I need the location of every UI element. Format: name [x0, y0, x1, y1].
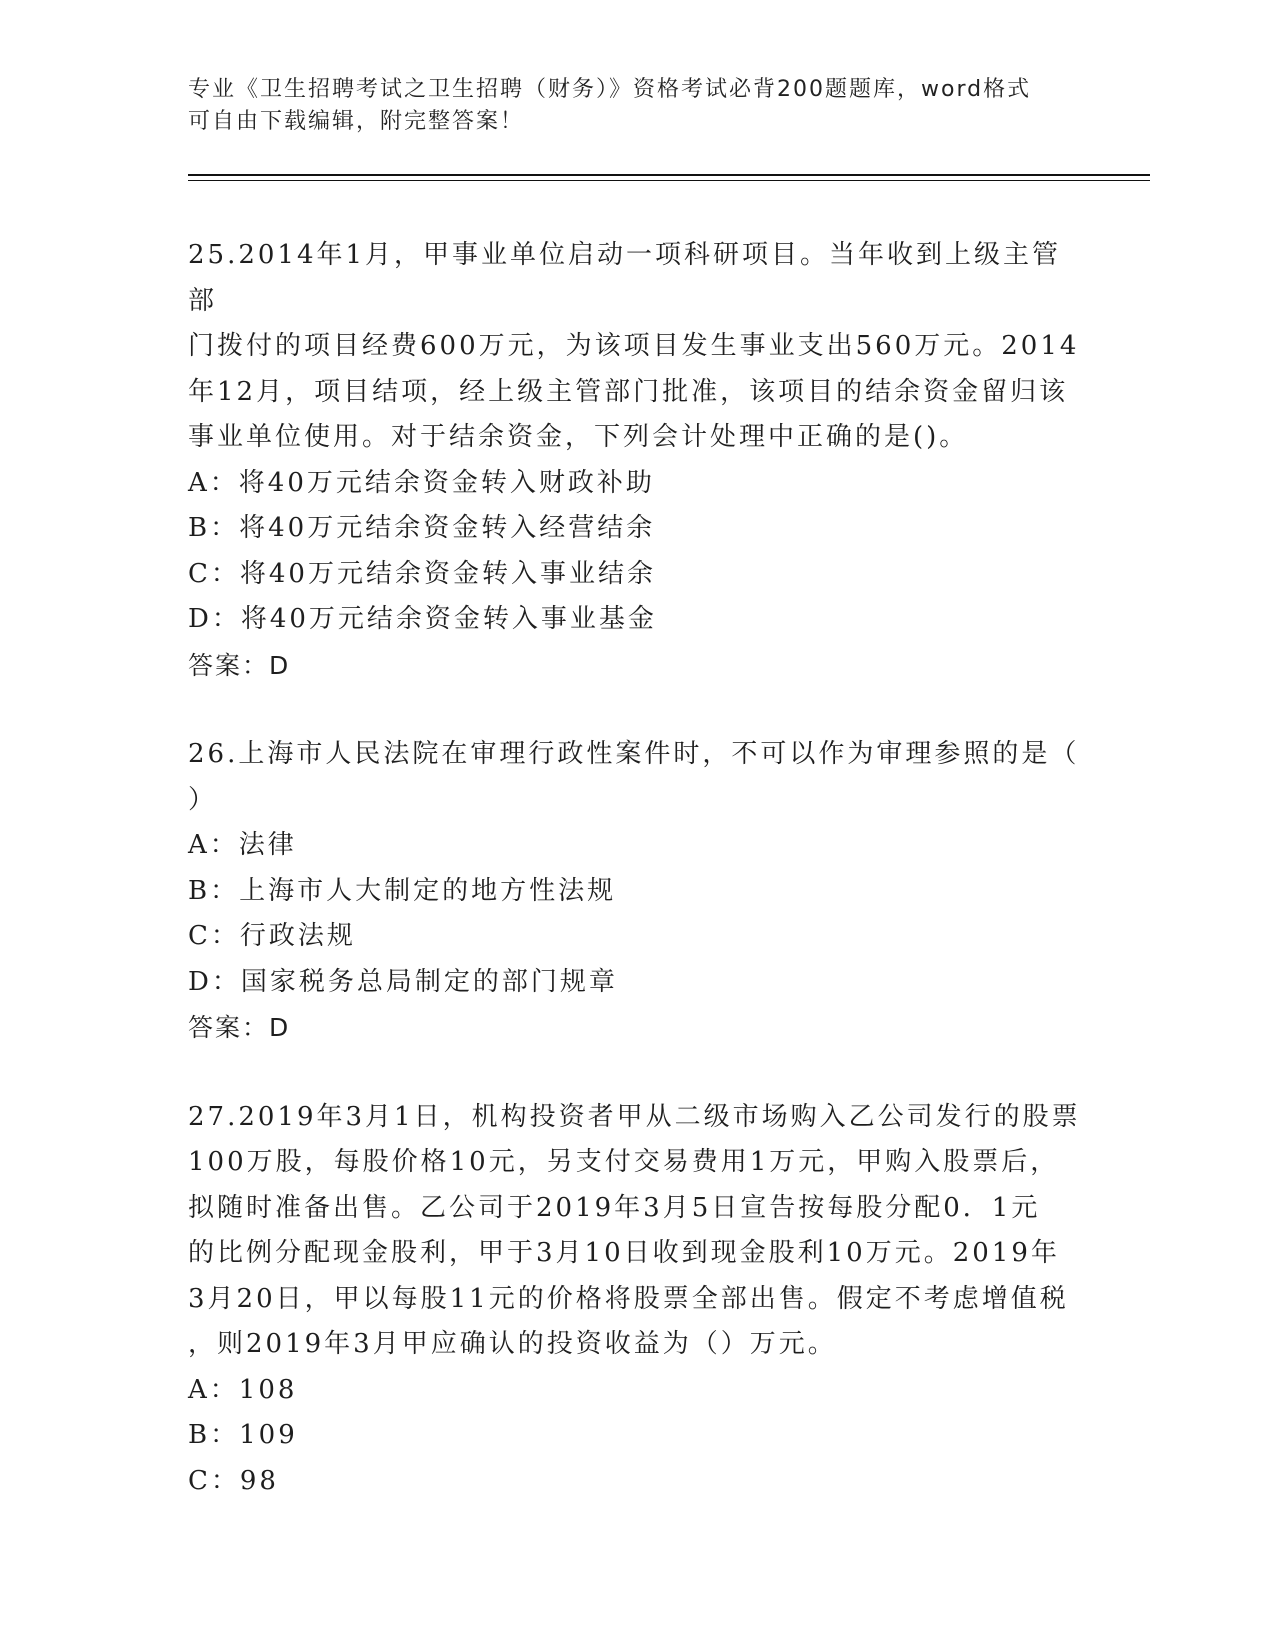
- question-stem-line: 26.上海市人民法院在审理行政性案件时，不可以作为审理参照的是（: [188, 739, 1080, 769]
- option-a: A：108: [188, 1374, 298, 1405]
- document-header: [188, 74, 1068, 138]
- question-stem-line: 25.2014年1月，甲事业单位启动一项科研项目。当年收到上级主管部: [188, 240, 1062, 316]
- option-a: A：法律: [188, 830, 297, 860]
- header-divider-thick: [188, 174, 1150, 176]
- option-c: C：98: [188, 1465, 279, 1496]
- header-title-line-1: 专业《卫生招聘考试之卫生招聘（财务）》资格考试必背200题题库，word格式: [188, 77, 1032, 102]
- question-stem-line: 年12月，项目结项，经上级主管部门批准，该项目的结余资金留归该: [188, 376, 1069, 407]
- option-c: C：将40万元结余资金转入事业结余: [188, 558, 656, 589]
- question-list: [188, 233, 1088, 1548]
- header-title-line-2: 可自由下载编辑，附完整答案！: [188, 109, 525, 134]
- question-stem-line: 27.2019年3月1日，机构投资者甲从二级市场购入乙公司发行的股票: [188, 1101, 1081, 1132]
- question-stem-line: 100万股，每股价格10元，另支付交易费用1万元，甲购入股票后，: [188, 1147, 1060, 1177]
- option-c: C：行政法规: [188, 921, 356, 951]
- option-a: A：将40万元结余资金转入财政补助: [188, 467, 655, 498]
- option-b: B：上海市人大制定的地方性法规: [188, 875, 617, 906]
- option-d: D：国家税务总局制定的部门规章: [188, 966, 618, 997]
- question-stem-line: 事业单位使用。对于结余资金，下列会计处理中正确的是()。: [188, 422, 969, 452]
- question-stem-line: 拟随时准备出售。乙公司于2019年3月5日宣告按每股分配0．1元: [188, 1192, 1041, 1223]
- option-b: B：109: [188, 1420, 298, 1450]
- answer-line: 答案：D: [188, 1013, 291, 1042]
- question-25: [188, 233, 1088, 688]
- question-stem-line: 的比例分配现金股利，甲于3月10日收到现金股利10万元。2019年: [188, 1238, 1060, 1268]
- option-b: B：将40万元结余资金转入经营结余: [188, 513, 656, 543]
- question-stem-line: ，则2019年3月甲应确认的投资收益为（）万元。: [188, 1329, 837, 1359]
- question-27: [188, 1095, 1088, 1505]
- question-stem-line: 门拨付的项目经费600万元，为该项目发生事业支出560万元。2014: [188, 331, 1080, 361]
- question-26: [188, 732, 1088, 1051]
- option-d: D：将40万元结余资金转入事业基金: [188, 604, 657, 634]
- question-stem-line: ）: [188, 784, 218, 815]
- answer-line: 答案：D: [188, 650, 291, 680]
- question-stem-line: 3月20日，甲以每股11元的价格将股票全部出售。假定不考虑增值税: [188, 1283, 1069, 1314]
- header-divider-thin: [188, 180, 1150, 181]
